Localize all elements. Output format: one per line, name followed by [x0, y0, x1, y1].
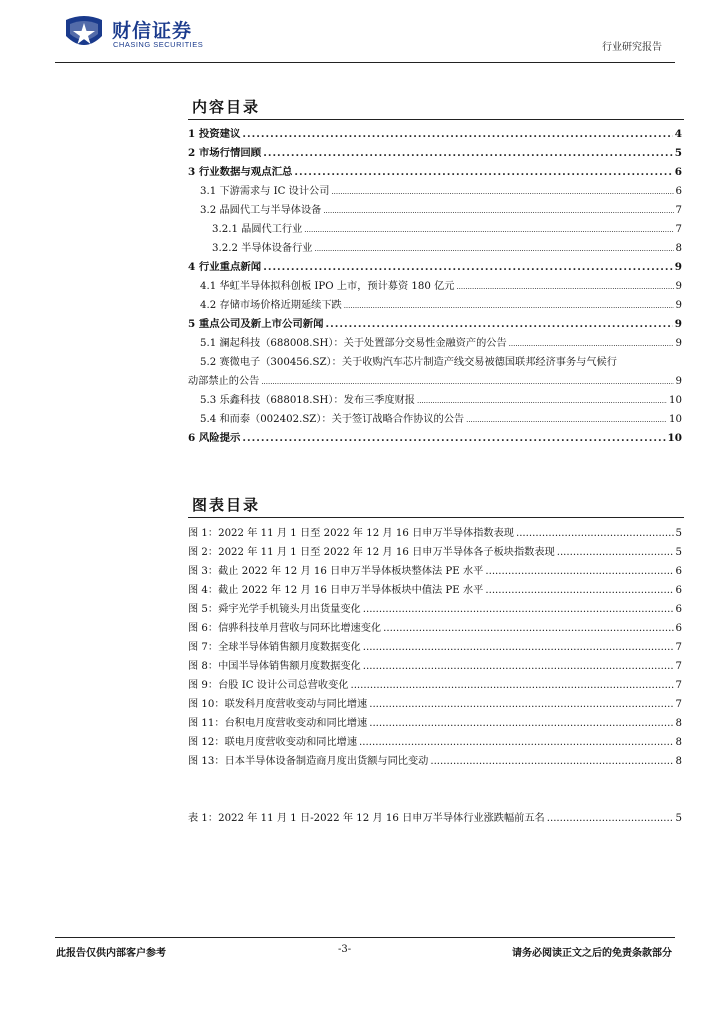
logo-emblem-icon [62, 14, 106, 54]
entry-page-number: 8 [675, 756, 682, 767]
entry-label: 图 7：全球半导体销售额月度数据变化 [188, 642, 361, 653]
brand-name-cn: 财信证券 [112, 20, 193, 42]
entry-page-number: 9 [674, 261, 682, 273]
dot-leader [363, 657, 674, 676]
figure-entry[interactable] [188, 657, 682, 676]
toc-entry-first-line[interactable]: 5.2 赛微电子（300456.SZ）：关于收购汽车芯片制造产线交易被德国联邦经济事务与气候行 [200, 357, 617, 368]
toc-entry[interactable] [188, 258, 682, 277]
entry-label: 图 2：2022 年 11 月 1 日至 2022 年 12 月 16 日申万半导体各子板块指数表现 [188, 547, 555, 558]
entry-page-number: 9 [675, 338, 682, 349]
entry-page-number: 9 [675, 281, 682, 292]
entry-page-number: 9 [675, 376, 682, 387]
dot-leader [304, 221, 673, 240]
table-list [188, 809, 682, 828]
dot-leader [263, 144, 673, 163]
toc-title: 内容目录 [192, 98, 261, 116]
table-of-contents [188, 125, 682, 448]
entry-label: 3.2.1 晶圆代工行业 [212, 224, 303, 235]
dot-leader [557, 543, 674, 562]
entry-label: 图 11：台积电月度营收变动和同比增速 [188, 718, 368, 729]
toc-entry[interactable] [188, 391, 682, 410]
dot-leader [466, 411, 667, 430]
entry-page-number: 10 [667, 432, 682, 444]
entry-page-number: 8 [675, 243, 682, 254]
footer-disclaimer-right: 请务必阅读正文之后的免责条款部分 [512, 948, 672, 959]
toc-entry[interactable] [188, 182, 682, 201]
dot-leader [261, 373, 673, 392]
entry-label: 4.1 华虹半导体拟科创板 IPO 上市，预计募资 180 亿元 [200, 281, 455, 292]
entry-page-number: 9 [675, 300, 682, 311]
entry-label: 图 3：截止 2022 年 12 月 16 日申万半导体板块整体法 PE 水平 [188, 566, 484, 577]
entry-page-number: 8 [675, 718, 682, 729]
entry-label: 图 9：台股 IC 设计公司总营收变化 [188, 680, 349, 691]
dot-leader [326, 315, 673, 334]
page-number: -3- [338, 944, 352, 955]
figure-entry[interactable] [188, 695, 682, 714]
dot-leader [383, 619, 673, 638]
dot-leader [547, 809, 674, 828]
dot-leader [509, 335, 674, 354]
entry-label: 图 8：中国半导体销售额月度数据变化 [188, 661, 361, 672]
toc-entry[interactable] [188, 372, 682, 391]
dot-leader [331, 183, 673, 202]
figure-entry[interactable] [188, 752, 682, 771]
entry-label: 5.4 和而泰（002402.SZ）：关于签订战略合作协议的公告 [200, 414, 465, 425]
toc-entry[interactable] [188, 239, 682, 258]
dot-leader [344, 297, 674, 316]
entry-label: 3.2 晶圆代工与半导体设备 [200, 205, 322, 216]
entry-label: 图 13：日本半导体设备制造商月度出货额与同比变动 [188, 756, 429, 767]
entry-page-number: 7 [675, 224, 682, 235]
table-entry[interactable] [188, 809, 682, 828]
entry-label: 图 4：截止 2022 年 12 月 16 日申万半导体板块中值法 PE 水平 [188, 585, 484, 596]
dot-leader [263, 258, 673, 277]
entry-page-number: 10 [669, 414, 682, 425]
entry-page-number: 10 [669, 395, 682, 406]
dot-leader [516, 524, 674, 543]
entry-page-number: 5 [674, 147, 682, 159]
entry-label: 3 行业数据与观点汇总 [188, 166, 293, 178]
entry-label: 图 6：信骅科技单月营收与同环比增速变化 [188, 623, 382, 634]
dot-leader [456, 278, 673, 297]
dot-leader [363, 600, 674, 619]
entry-label: 4 行业重点新闻 [188, 261, 262, 273]
figures-title-divider [188, 517, 684, 518]
toc-entry[interactable] [188, 220, 682, 239]
entry-label: 3.1 下游需求与 IC 设计公司 [200, 186, 330, 197]
entry-page-number: 5 [675, 528, 682, 539]
figure-entry[interactable] [188, 619, 682, 638]
dot-leader [242, 125, 672, 144]
entry-label: 图 1：2022 年 11 月 1 日至 2022 年 12 月 16 日申万半导体指数表现 [188, 528, 514, 539]
entry-page-number: 6 [675, 566, 682, 577]
entry-page-number: 7 [675, 680, 682, 691]
dot-leader [350, 676, 673, 695]
dot-leader [242, 429, 665, 448]
entry-page-number: 9 [674, 318, 682, 330]
figure-entry[interactable] [188, 638, 682, 657]
figure-entry[interactable] [188, 714, 682, 733]
entry-page-number: 6 [674, 166, 682, 178]
entry-page-number: 7 [675, 699, 682, 710]
toc-entry[interactable] [188, 277, 682, 296]
dot-leader [485, 562, 673, 581]
dot-leader [323, 202, 673, 221]
toc-entry[interactable] [188, 144, 682, 163]
figure-entry[interactable] [188, 562, 682, 581]
figure-entry[interactable] [188, 543, 682, 562]
entry-label: 动部禁止的公告 [188, 376, 260, 387]
dot-leader [294, 163, 672, 182]
toc-entry[interactable] [188, 334, 682, 353]
figure-entry[interactable] [188, 581, 682, 600]
header-divider [55, 62, 675, 63]
entry-page-number: 6 [675, 623, 682, 634]
entry-page-number: 4 [674, 128, 682, 140]
footer-divider [55, 937, 675, 938]
entry-label: 图 10：联发科月度营收变动与同比增速 [188, 699, 368, 710]
entry-label: 4.2 存储市场价格近期延续下跌 [200, 300, 342, 311]
entry-label: 6 风险提示 [188, 432, 241, 444]
dot-leader [430, 752, 673, 771]
toc-entry[interactable] [188, 201, 682, 220]
page-header [0, 0, 724, 70]
entry-label: 图 12：联电月度营收变动和同比增速 [188, 737, 358, 748]
entry-page-number: 7 [675, 642, 682, 653]
report-type-label: 行业研究报告 [602, 42, 662, 53]
toc-entry[interactable] [188, 163, 682, 182]
figure-list [188, 524, 682, 771]
figure-entry[interactable] [188, 600, 682, 619]
company-logo [62, 14, 222, 54]
toc-entry[interactable] [188, 410, 682, 429]
entry-label: 1 投资建议 [188, 128, 241, 140]
entry-label: 3.2.2 半导体设备行业 [212, 243, 313, 254]
dot-leader [369, 695, 673, 714]
figure-entry[interactable] [188, 524, 682, 543]
entry-page-number: 6 [675, 585, 682, 596]
figure-entry[interactable] [188, 733, 682, 752]
brand-name-en: CHASING SECURITIES [113, 40, 204, 49]
entry-page-number: 5 [675, 813, 682, 824]
entry-label: 表 1：2022 年 11 月 1 日-2022 年 12 月 16 日申万半导体行业涨跌幅前五名 [188, 813, 545, 824]
entry-label: 2 市场行情回顾 [188, 147, 262, 159]
dot-leader [485, 581, 673, 600]
toc-entry[interactable] [188, 429, 682, 448]
entry-page-number: 6 [675, 186, 682, 197]
entry-label: 5.1 澜起科技（688008.SH）：关于处置部分交易性金融资产的公告 [200, 338, 507, 349]
dot-leader [363, 638, 674, 657]
entry-label: 5.3 乐鑫科技（688018.SH）：发布三季度财报 [200, 395, 415, 406]
figure-entry[interactable] [188, 676, 682, 695]
entry-page-number: 7 [675, 661, 682, 672]
entry-page-number: 6 [675, 604, 682, 615]
toc-entry[interactable] [188, 296, 682, 315]
entry-page-number: 7 [675, 205, 682, 216]
entry-page-number: 8 [675, 737, 682, 748]
entry-label: 图 5：舜宇光学手机镜头月出货量变化 [188, 604, 361, 615]
dot-leader [314, 240, 673, 259]
entry-label: 5 重点公司及新上市公司新闻 [188, 318, 324, 330]
toc-entry[interactable] [188, 125, 682, 144]
toc-title-divider [188, 119, 684, 120]
dot-leader [359, 733, 674, 752]
dot-leader [417, 392, 667, 411]
footer-disclaimer-left: 此报告仅供内部客户参考 [56, 948, 166, 959]
toc-entry[interactable] [188, 315, 682, 334]
entry-page-number: 5 [675, 547, 682, 558]
figures-title: 图表目录 [192, 496, 261, 514]
dot-leader [369, 714, 673, 733]
